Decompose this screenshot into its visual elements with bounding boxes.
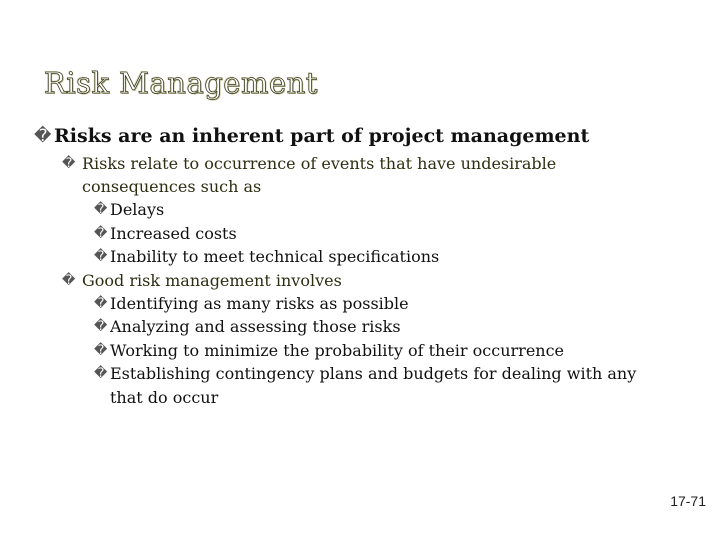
section-good-risk-management	[34, 269, 674, 292]
list-item	[34, 292, 674, 316]
bullet-icon: �	[34, 126, 52, 146]
list-item-text: Working to minimize the probability of their occurrence	[110, 340, 565, 360]
list-item-text-continued: that do occur	[110, 387, 219, 407]
slide-content	[34, 124, 674, 409]
bullet-icon: �	[94, 366, 108, 381]
list-item-text: Delays	[110, 200, 165, 219]
bullet-icon: �	[94, 319, 108, 334]
list-item-text: Analyzing and assessing those risks	[110, 317, 401, 336]
section-text-line2: consequences such as	[82, 177, 262, 196]
list-item	[34, 245, 674, 269]
section-text-line1: Good risk management involves	[82, 270, 342, 290]
bullet-icon: �	[94, 225, 108, 241]
page-number: 17-71	[670, 493, 706, 509]
section-text-line1: Risks relate to occurrence of events that have undesirable	[82, 154, 557, 173]
bullet-icon: �	[94, 249, 108, 264]
list-item	[34, 198, 674, 222]
list-item-text: Inability to meet technical specifications	[110, 247, 440, 266]
section-risks-relate	[34, 152, 674, 198]
bullet-icon: �	[94, 342, 108, 358]
list-item	[34, 315, 674, 339]
list-item-text: Establishing contingency plans and budgets for dealing with any	[110, 364, 637, 383]
bullet-icon: �	[62, 272, 76, 288]
list-item-text: Identifying as many risks as possible	[110, 293, 409, 313]
slide-title: Risk Management	[44, 66, 318, 100]
main-point-text: Risks are an inherent part of project management	[54, 125, 590, 147]
bullet-icon: �	[94, 202, 108, 217]
main-point	[34, 124, 674, 148]
list-item	[34, 362, 674, 409]
bullet-icon: �	[62, 156, 76, 171]
bullet-icon: �	[94, 295, 108, 311]
list-item	[34, 222, 674, 246]
list-item	[34, 339, 674, 363]
list-item-text: Increased costs	[110, 223, 237, 243]
